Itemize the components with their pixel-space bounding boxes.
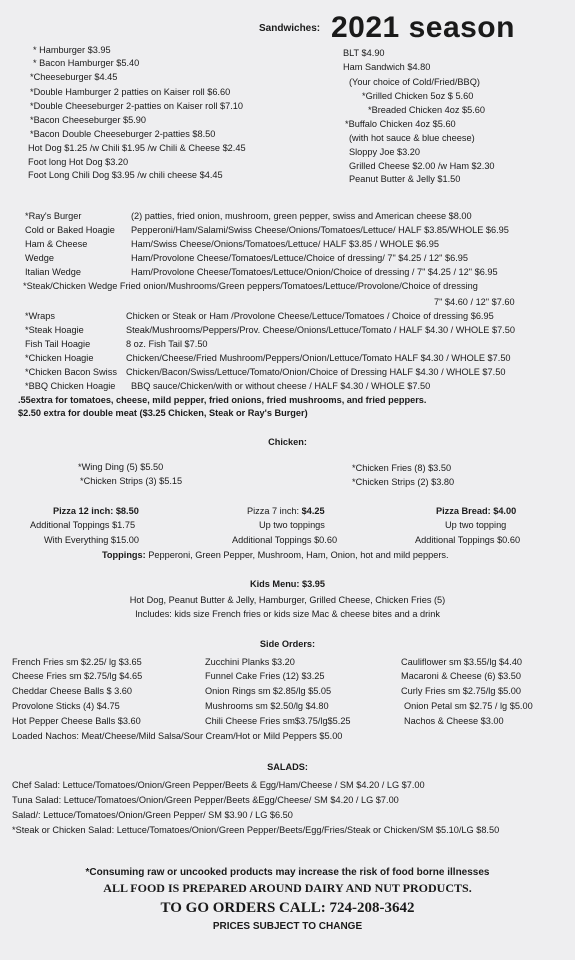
pizza-12-line: Additional Toppings $1.75 xyxy=(30,520,136,530)
sandwich-item: *Cheeseburger $4.45 xyxy=(30,72,118,82)
chicken-title: Chicken: xyxy=(268,437,307,447)
sandwich-item: Peanut Butter & Jelly $1.50 xyxy=(349,174,461,184)
hoagie-name: *Wraps xyxy=(25,311,55,321)
side-item: Funnel Cake Fries (12) $3.25 xyxy=(205,671,325,681)
hoagie-desc: (2) patties, fried onion, mushroom, green pepper, swiss and American cheese $8.00 xyxy=(131,211,472,221)
hoagie-desc: Ham/Provolone Cheese/Tomatoes/Lettuce/Onion/Choice of dressing / 7" $4.25 / 12" $6.95 xyxy=(131,267,498,277)
sandwich-item: Foot long Hot Dog $3.20 xyxy=(28,157,129,167)
hoagie-name: Ham & Cheese xyxy=(25,239,88,249)
sandwich-item: *Buffalo Chicken 4oz $5.60 xyxy=(345,119,456,129)
sandwich-item: *Double Hamburger 2 patties on Kaiser roll $6.60 xyxy=(30,87,231,97)
salad-item: Salad/: Lettuce/Tomatoes/Onion/Green Pepper/ SM $3.90 / LG $6.50 xyxy=(12,810,293,820)
pizza-bread-line: Additional Toppings $0.60 xyxy=(415,535,521,545)
sides-title: Side Orders: xyxy=(259,639,316,649)
sandwich-item: BLT $4.90 xyxy=(343,48,385,58)
toppings-label: Toppings: xyxy=(102,550,146,560)
sandwich-item: *Bacon Cheeseburger $5.90 xyxy=(30,115,146,125)
pizza-12-price: $8.50 xyxy=(115,506,139,516)
side-item: Chili Cheese Fries sm$3.75/lg$5.25 xyxy=(205,716,351,726)
side-item: Onion Rings sm $2.85/lg $5.05 xyxy=(205,686,332,696)
pizza-12-line: With Everything $15.00 xyxy=(44,535,139,545)
hoagie-desc: Ham/Provolone Cheese/Tomatoes/Lettuce/Choice of dressing/ 7" $4.25 / 12" $6.95 xyxy=(131,253,468,263)
raw-food-warning: *Consuming raw or uncooked products may increase the risk of food borne illnesses xyxy=(85,867,490,878)
hoagie-name: *Steak Hoagie xyxy=(25,325,84,335)
pizza-7-head xyxy=(247,505,325,518)
pizza-12-head xyxy=(53,505,139,518)
hoagie-name: *Chicken Hoagie xyxy=(25,353,94,363)
extras-line: $2.50 extra for double meat ($3.25 Chicken, Steak or Ray's Burger) xyxy=(18,408,308,418)
sandwich-item: Grilled Cheese $2.00 /w Ham $2.30 xyxy=(349,161,495,171)
hoagie-desc: Chicken/Bacon/Swiss/Lettuce/Tomato/Onion/Choice of Dressing HALF $4.30 / WHOLE $7.50 xyxy=(126,367,506,377)
side-item: Curly Fries sm $2.75/lg $5.00 xyxy=(401,686,521,696)
sandwich-item: *Breaded Chicken 4oz $5.60 xyxy=(368,105,485,115)
pizza-bread-head xyxy=(436,505,516,518)
sandwich-item: Sloppy Joe $3.20 xyxy=(349,147,421,157)
chicken-item: *Chicken Fries (8) $3.50 xyxy=(352,463,452,473)
side-item: French Fries sm $2.25/ lg $3.65 xyxy=(12,657,142,667)
side-item: Mushrooms sm $2.50/lg $4.80 xyxy=(205,701,329,711)
side-item: Cheese Fries sm $2.75/lg $4.65 xyxy=(12,671,143,681)
sandwich-item: *Grilled Chicken 5oz $ 5.60 xyxy=(362,91,474,101)
kids-line: Hot Dog, Peanut Butter & Jelly, Hamburger, Grilled Cheese, Chicken Fries (5) xyxy=(129,595,446,605)
salad-item: *Steak or Chicken Salad: Lettuce/Tomatoes/Onion/Green Pepper/Beets/Egg/Fries/Steak or Chicken/SM $5.10/LG $8.50 xyxy=(12,825,500,835)
pizza-7-line: Up two toppings xyxy=(259,520,325,530)
salad-item: Tuna Salad: Lettuce/Tomatoes/Onion/Green Pepper/Beets &Egg/Cheese/ SM $4.20 / LG $7.00 xyxy=(12,795,399,805)
hoagie-desc: 8 oz. Fish Tail $7.50 xyxy=(126,339,208,349)
hoagie-desc: Chicken or Steak or Ham /Provolone Cheese/Lettuce/Tomatoes / Choice of dressing $6.95 xyxy=(126,311,494,321)
pizza-toppings xyxy=(102,549,449,562)
toppings-list: Pepperoni, Green Pepper, Mushroom, Ham, Onion, hot and mild peppers. xyxy=(148,550,449,560)
extras-line: .55extra for tomatoes, cheese, mild pepper, fried onions, fried mushrooms, and fried peppers. xyxy=(18,395,427,405)
side-item: Macaroni & Cheese (6) $3.50 xyxy=(401,671,522,681)
side-item: Zucchini Planks $3.20 xyxy=(205,657,295,667)
salads-title: SALADS: xyxy=(267,762,308,772)
pizza-bread-price: $4.00 xyxy=(493,506,517,516)
steak-wedge-price: 7" $4.60 / 12" $7.60 xyxy=(434,297,515,307)
sandwich-item: *Double Cheeseburger 2-patties on Kaiser roll $7.10 xyxy=(30,101,243,111)
salad-item: Chef Salad: Lettuce/Tomatoes/Onion/Green Pepper/Beets & Egg/Ham/Cheese / SM $4.20 / LG $7.00 xyxy=(12,780,425,790)
hoagie-name: Italian Wedge xyxy=(25,267,82,277)
hoagie-name: Cold or Baked Hoagie xyxy=(25,225,115,235)
pizza-7-label: Pizza 7 inch: xyxy=(247,506,300,516)
steak-wedge-line: *Steak/Chicken Wedge Fried onion/Mushrooms/Green peppers/Tomatoes/Lettuce/Provolone/Choice of dressing xyxy=(23,281,478,291)
sandwich-item: Foot Long Chili Dog $3.95 /w chili cheese $4.45 xyxy=(28,170,223,180)
kids-title: Kids Menu: $3.95 xyxy=(249,579,326,589)
sandwich-item: * Hamburger $3.95 xyxy=(33,45,111,55)
pizza-bread-line: Up two topping xyxy=(445,520,507,530)
chicken-item: *Chicken Strips (3) $5.15 xyxy=(80,476,183,486)
hoagie-name: *Ray's Burger xyxy=(25,211,82,221)
pizza-7-line: Additional Toppings $0.60 xyxy=(232,535,338,545)
hoagie-desc: Chicken/Cheese/Fried Mushroom/Peppers/Onion/Lettuce/Tomato HALF $4.30 / WHOLE $7.50 xyxy=(126,353,511,363)
sandwich-item: * Bacon Hamburger $5.40 xyxy=(33,58,140,68)
side-item: Hot Pepper Cheese Balls $3.60 xyxy=(12,716,141,726)
hoagie-name: Wedge xyxy=(25,253,54,263)
loaded-nachos: Loaded Nachos: Meat/Cheese/Mild Salsa/Sour Cream/Hot or Mild Peppers $5.00 xyxy=(12,731,343,741)
hoagie-name: *BBQ Chicken Hoagie xyxy=(25,381,116,391)
kids-line: Includes: kids size French fries or kids size Mac & cheese bites and a drink xyxy=(135,609,440,619)
sandwich-item: *Bacon Double Cheeseburger 2-patties $8.50 xyxy=(30,129,216,139)
prices-notice: PRICES SUBJECT TO CHANGE xyxy=(212,921,363,932)
chicken-item: *Chicken Strips (2) $3.80 xyxy=(352,477,455,487)
pizza-bread-label: Pizza Bread: xyxy=(436,506,491,516)
hoagie-desc: Pepperoni/Ham/Salami/Swiss Cheese/Onions/Tomatoes/Lettuce/ HALF $3.85/WHOLE $6.95 xyxy=(131,225,509,235)
season-title: 2021 season xyxy=(331,11,515,44)
pizza-7-price: $4.25 xyxy=(301,506,325,516)
hoagie-name: Fish Tail Hoagie xyxy=(25,339,91,349)
side-item: Provolone Sticks (4) $4.75 xyxy=(12,701,120,711)
sandwich-item: Hot Dog $1.25 /w Chili $1.95 /w Chili & Cheese $2.45 xyxy=(28,143,246,153)
hoagie-desc: Ham/Swiss Cheese/Onions/Tomatoes/Lettuce/ HALF $3.85 / WHOLE $6.95 xyxy=(131,239,439,249)
side-item: Nachos & Cheese $3.00 xyxy=(404,716,504,726)
allergen-notice: ALL FOOD IS PREPARED AROUND DAIRY AND NUT PRODUCTS. xyxy=(103,881,472,895)
chicken-item: *Wing Ding (5) $5.50 xyxy=(78,462,164,472)
section-label: Sandwiches: xyxy=(259,23,321,34)
side-item: Cauliflower sm $3.55/lg $4.40 xyxy=(401,657,523,667)
hoagie-desc: BBQ sauce/Chicken/with or without cheese / HALF $4.30 / WHOLE $7.50 xyxy=(131,381,431,391)
sandwich-item: (with hot sauce & blue cheese) xyxy=(349,133,475,143)
hoagie-name: *Chicken Bacon Swiss xyxy=(25,367,117,377)
sandwich-item: (Your choice of Cold/Fried/BBQ) xyxy=(349,77,480,87)
pizza-12-label: Pizza 12 inch: xyxy=(53,506,114,516)
sandwich-item: Ham Sandwich $4.80 xyxy=(343,62,431,72)
side-item: Onion Petal sm $2.75 / lg $5.00 xyxy=(404,701,533,711)
side-item: Cheddar Cheese Balls $ 3.60 xyxy=(12,686,133,696)
hoagie-desc: Steak/Mushrooms/Peppers/Prov. Cheese/Onions/Lettuce/Tomato / HALF $4.30 / WHOLE $7.50 xyxy=(126,325,515,335)
phone-line: TO GO ORDERS CALL: 724-208-3642 xyxy=(160,900,415,916)
